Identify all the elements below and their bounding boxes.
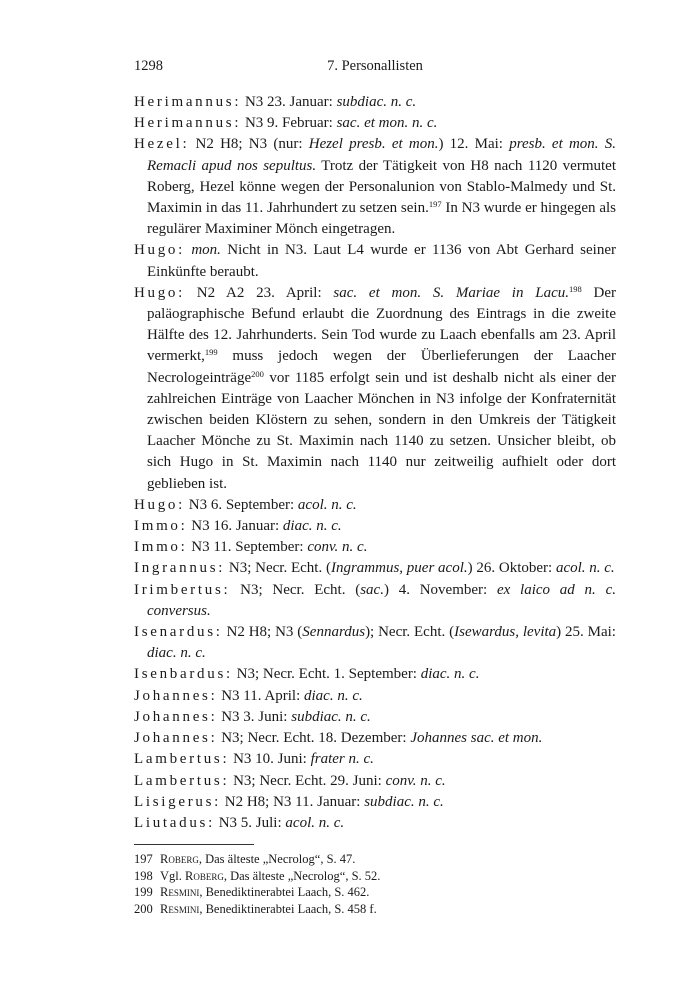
italic-text: acol. n. c. bbox=[555, 560, 615, 577]
italic-text: Sennardus bbox=[302, 624, 366, 641]
person-entry bbox=[134, 728, 616, 749]
person-entry bbox=[134, 664, 616, 685]
italic-text: Isewardus, levita bbox=[454, 624, 557, 641]
entry-text: In N3 wurde er hingegen als regulärer Maximiner Mönch eingetragen. bbox=[147, 200, 616, 238]
entry-text: N3; Necr. Echt. ( bbox=[230, 581, 361, 598]
entry-name: Johannes: bbox=[134, 708, 218, 725]
entry-name: Isenardus: bbox=[134, 624, 223, 641]
italic-text: diac. n. c. bbox=[304, 687, 363, 704]
entry-name: Immo: bbox=[134, 518, 188, 535]
entry-name: Herimannus: bbox=[134, 94, 242, 110]
entry-text: N3 10. Juni: bbox=[229, 751, 311, 768]
entry-text: N2 H8; N3 ( bbox=[222, 624, 303, 641]
footnote-ref: 200 bbox=[251, 368, 264, 379]
entry-text: N3 9. Februar: bbox=[241, 115, 337, 132]
entry-text: ) 25. Mai: bbox=[556, 624, 616, 641]
entry-text: N3 11. September: bbox=[187, 539, 308, 556]
entry-text: N2 A2 23. April: bbox=[185, 284, 334, 301]
author-name: Resmini bbox=[160, 901, 200, 916]
person-entry bbox=[134, 792, 616, 813]
entry-name: Irimbertus: bbox=[134, 581, 231, 598]
italic-text: mon. bbox=[191, 242, 221, 259]
entry-text: N3; Necr. Echt. 18. Dezember: bbox=[217, 730, 411, 747]
person-entry bbox=[134, 771, 616, 792]
author-name: Resmini bbox=[160, 885, 200, 900]
page-number: 1298 bbox=[134, 58, 163, 74]
entry-text: Nicht in N3. Laut L4 wurde er 1136 von Abt Gerhard seiner Einkünfte beraubt. bbox=[147, 242, 616, 280]
italic-text: Hezel presb. et mon. bbox=[308, 136, 439, 153]
entry-text: N2 H8; N3 (nur: bbox=[189, 136, 309, 153]
italic-text: subdiac. n. c. bbox=[291, 708, 371, 725]
entry-text: ); Necr. Echt. ( bbox=[365, 624, 455, 641]
footnote-ref: 197 bbox=[428, 199, 442, 210]
person-entry bbox=[134, 283, 616, 495]
entry-text: N3 16. Januar: bbox=[187, 518, 283, 535]
entry-name: Lisigerus: bbox=[134, 793, 221, 810]
footnote-list bbox=[134, 851, 616, 917]
footnote bbox=[134, 851, 616, 868]
footnote-ref: 198 bbox=[569, 283, 582, 294]
entry-name: Immo: bbox=[134, 539, 188, 556]
entry-list bbox=[134, 92, 616, 834]
running-head: 7. Personallisten bbox=[327, 58, 423, 74]
person-entry bbox=[134, 813, 616, 834]
footnote-number: 198 bbox=[134, 868, 153, 883]
entry-name: Johannes: bbox=[134, 687, 218, 704]
italic-text: sac. et mon. S. Mariae in Lacu. bbox=[333, 284, 569, 301]
entry-text: N3; Necr. Echt. ( bbox=[225, 560, 331, 577]
person-entry bbox=[134, 622, 616, 664]
person-entry bbox=[134, 240, 616, 282]
entry-text: ) 4. November: bbox=[383, 581, 497, 598]
entry-text: N3 6. September: bbox=[185, 496, 298, 513]
entry-text: ) 26. Oktober: bbox=[467, 560, 556, 577]
person-entry bbox=[134, 134, 616, 240]
italic-text: diac. n. c. bbox=[147, 645, 206, 662]
footnote-rule bbox=[134, 844, 254, 845]
italic-text: frater n. c. bbox=[310, 751, 374, 768]
person-entry bbox=[134, 580, 616, 622]
entry-name: Ingrannus: bbox=[134, 560, 226, 577]
person-entry bbox=[134, 537, 616, 558]
book-page bbox=[134, 58, 616, 917]
entry-text: N2 H8; N3 11. Januar: bbox=[221, 793, 365, 810]
footnote-number: 200 bbox=[134, 901, 153, 916]
italic-text: acol. n. c. bbox=[285, 814, 345, 831]
person-entry bbox=[134, 113, 616, 134]
entry-text: , Das älteste „Necrolog“, S. 47. bbox=[198, 852, 356, 867]
person-entry bbox=[134, 92, 616, 113]
entry-text: Vgl. bbox=[160, 868, 185, 883]
entry-text: ) 12. Mai: bbox=[438, 136, 510, 153]
entry-text: N3; Necr. Echt. 29. Juni: bbox=[229, 772, 386, 789]
entry-name: Hugo: bbox=[134, 242, 185, 259]
entry-name: Isenbardus: bbox=[134, 666, 233, 683]
entry-text: N3 23. Januar: bbox=[241, 94, 337, 110]
entry-text: , Benediktinerabtei Laach, S. 458 f. bbox=[199, 901, 377, 916]
italic-text: ex laico ad n. c. conversus. bbox=[147, 581, 616, 619]
footnote bbox=[134, 884, 616, 901]
italic-text: diac. n. c. bbox=[282, 518, 342, 535]
footnote bbox=[134, 901, 616, 918]
entry-text: N3 5. Juli: bbox=[214, 814, 286, 831]
entry-name: Lambertus: bbox=[134, 751, 230, 768]
italic-text: conv. n. c. bbox=[307, 539, 368, 556]
person-entry bbox=[134, 749, 616, 770]
person-entry bbox=[134, 516, 616, 537]
author-name: Roberg bbox=[160, 852, 199, 867]
entry-name: Hugo: bbox=[134, 496, 185, 513]
entry-name: Lambertus: bbox=[134, 772, 230, 789]
italic-text: subdiac. n. c. bbox=[364, 793, 444, 810]
person-entry bbox=[134, 495, 616, 516]
author-name: Roberg bbox=[185, 868, 224, 883]
italic-text: presb. et mon. S. Remacli apud nos sepultus. bbox=[147, 136, 617, 174]
italic-text: diac. n. c. bbox=[420, 666, 480, 683]
person-entry bbox=[134, 558, 616, 579]
entry-text: vor 1185 erfolgt sein und ist deshalb nicht als einer der zahlreichen Einträge von Laacher Mönchen in N3 infolge der Konfraternität zwischen beiden Klöstern zu sehen, sondern in den Umkreis der Tätigkeit Laacher Mönche zu St. Maximin nach 1140 zu setzen. Unsicher bleibt, ob sich Hugo in St. Maximin nach 1140 nur zeitweilig aufhielt oder dort geblieben ist. bbox=[147, 369, 616, 492]
italic-text: Ingrammus, puer acol. bbox=[330, 560, 468, 577]
italic-text: acol. n. c. bbox=[297, 496, 357, 513]
italic-text: sac. bbox=[360, 581, 384, 598]
entry-text: N3 3. Juni: bbox=[217, 708, 292, 725]
entry-name: Liutadus: bbox=[134, 814, 215, 831]
footnote-number: 197 bbox=[134, 852, 153, 867]
footnote-ref: 199 bbox=[204, 347, 218, 358]
entry-name: Johannes: bbox=[134, 730, 218, 747]
italic-text: sac. et mon. n. c. bbox=[336, 115, 438, 132]
footnote bbox=[134, 868, 616, 885]
person-entry bbox=[134, 707, 616, 728]
footnote-number: 199 bbox=[134, 885, 153, 900]
entry-text: N3; Necr. Echt. 1. September: bbox=[232, 666, 421, 683]
entry-name: Hezel: bbox=[134, 136, 190, 153]
italic-text: conv. n. c. bbox=[385, 772, 446, 789]
entry-text: , Benediktinerabtei Laach, S. 462. bbox=[199, 885, 370, 900]
entry-text: , Das älteste „Necrolog“, S. 52. bbox=[223, 868, 381, 883]
entry-text: Der paläographische Befund erlaubt die Zuordnung des Eintrags in die zweite Hälfte des 12. Jahrhunderts. Sein Tod wurde zu Laach ebenfalls am 23. April vermerkt, bbox=[147, 284, 616, 365]
entry-text: Trotz der Tätigkeit von H8 nach 1120 vermutet Roberg, Hezel könne wegen der Personalunion von Stablo-Malmedy und St. Maximin in das 11. Jahrhundert zu setzen sein. bbox=[147, 157, 616, 217]
italic-text: subdiac. n. c. bbox=[336, 94, 417, 110]
entry-text: muss jedoch wegen der Überlieferungen der Laacher Necrologeinträge bbox=[147, 348, 616, 386]
page-header bbox=[134, 58, 616, 82]
entry-name: Herimannus: bbox=[134, 115, 242, 132]
italic-text: Johannes sac. et mon. bbox=[410, 730, 543, 747]
entry-text: N3 11. April: bbox=[217, 687, 304, 704]
person-entry bbox=[134, 686, 616, 707]
entry-name: Hugo: bbox=[134, 284, 185, 301]
